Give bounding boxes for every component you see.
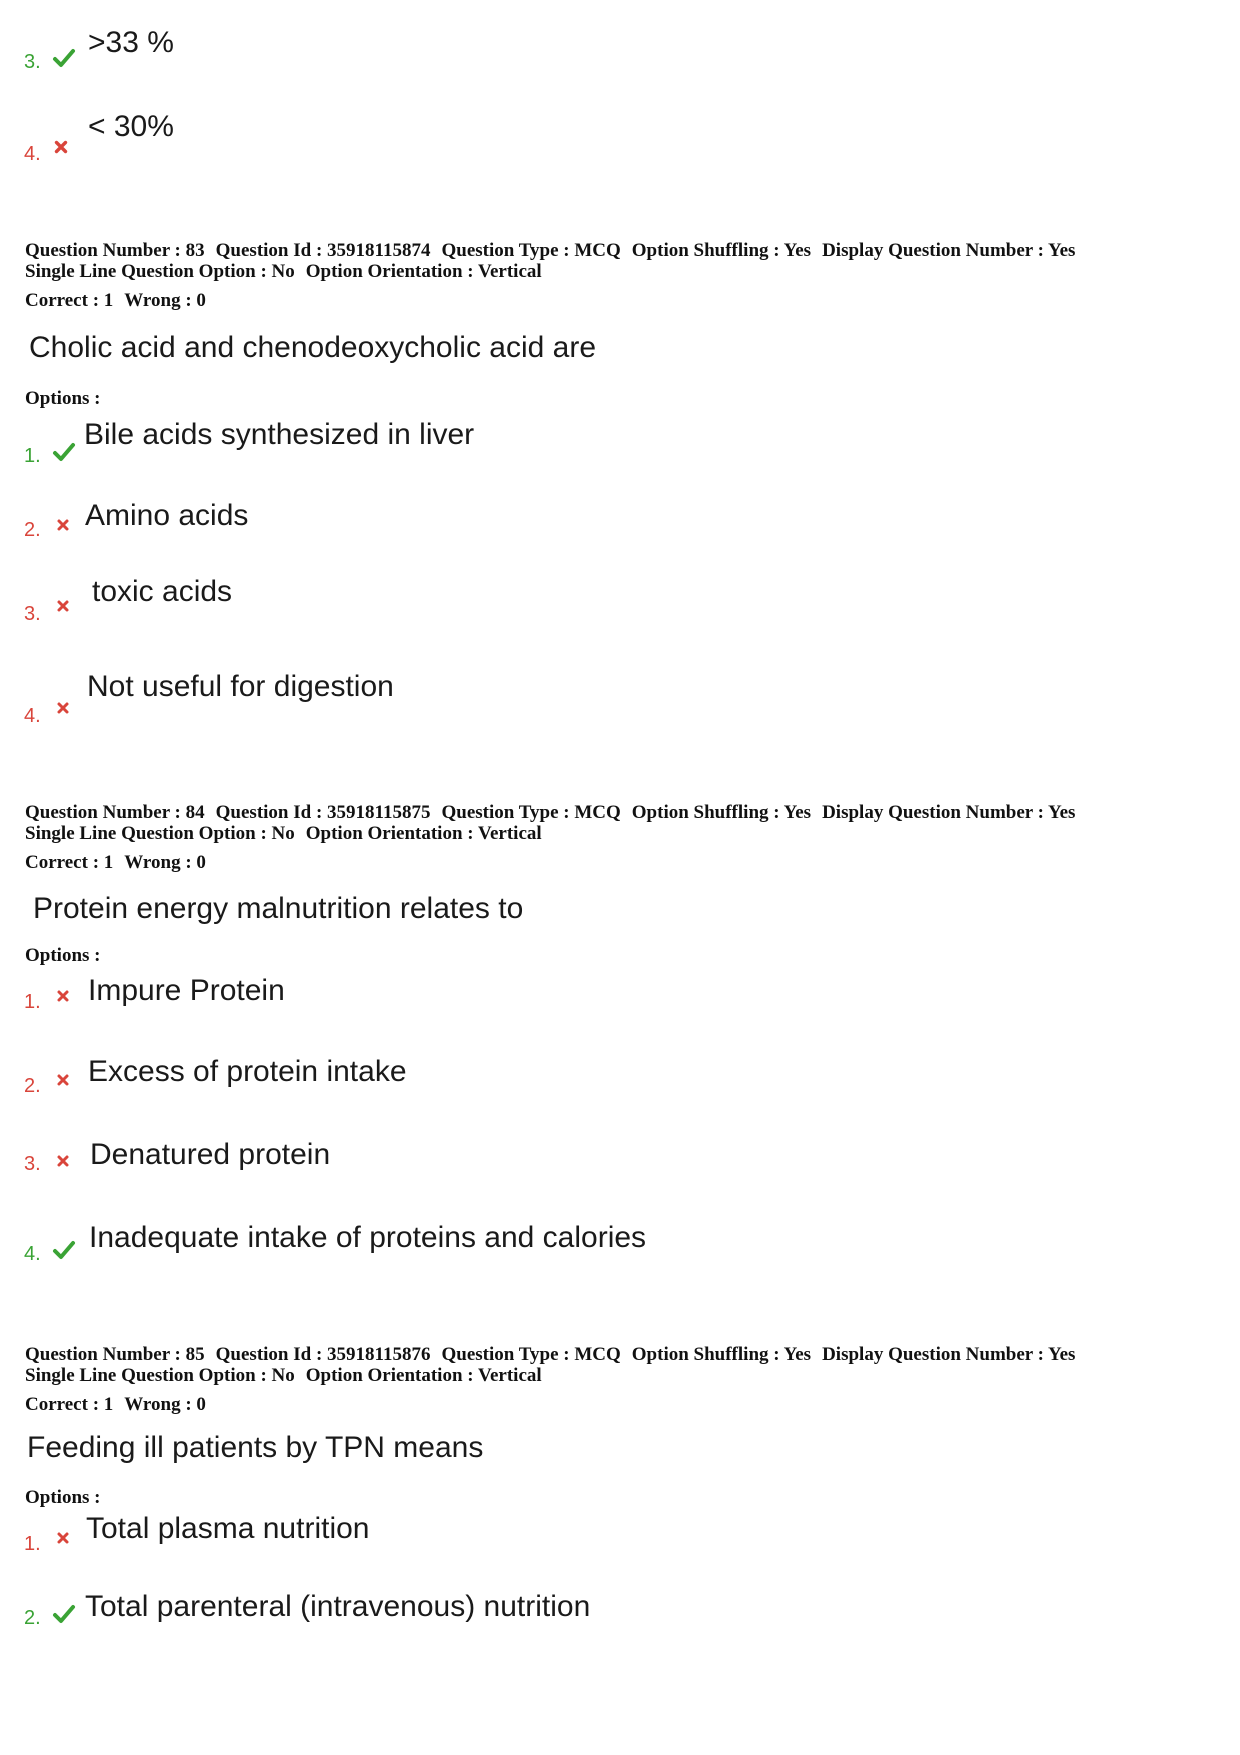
question-meta-line-1: Question Number : 84 Question Id : 35918115875 Question Type : MCQ Option Shuffling : Yes Display Question Number : Yes (25, 802, 1076, 823)
question-meta-line-3: Correct : 1 Wrong : 0 (25, 1394, 206, 1415)
option-number: 1. (24, 991, 41, 1013)
question-text: Feeding ill patients by TPN means (27, 1431, 484, 1464)
question-meta-line-2: Single Line Question Option : No Option Orientation : Vertical (25, 823, 542, 844)
option-text: toxic acids (92, 575, 233, 608)
option-number: 3. (24, 603, 41, 625)
cross-icon (55, 700, 71, 716)
option-number: 2. (24, 1607, 41, 1629)
cross-icon (55, 517, 71, 533)
cross-icon (55, 1072, 71, 1088)
check-icon (52, 1602, 76, 1626)
question-meta-line-2: Single Line Question Option : No Option Orientation : Vertical (25, 261, 542, 282)
option-number: 4. (24, 143, 41, 165)
option-text: Total plasma nutrition (86, 1512, 370, 1545)
options-label: Options : (25, 388, 101, 409)
option-number: 3. (24, 51, 41, 73)
check-icon (52, 46, 76, 70)
option-number: 1. (24, 445, 41, 467)
option-number: 4. (24, 705, 41, 727)
option-number: 3. (24, 1153, 41, 1175)
option-text: Impure Protein (88, 974, 285, 1007)
options-label: Options : (25, 945, 101, 966)
option-text: Total parenteral (intravenous) nutrition (85, 1590, 591, 1623)
check-icon (52, 440, 76, 464)
question-meta-line-2: Single Line Question Option : No Option Orientation : Vertical (25, 1365, 542, 1386)
question-meta-line-1: Question Number : 83 Question Id : 35918115874 Question Type : MCQ Option Shuffling : Yes Display Question Number : Yes (25, 240, 1076, 261)
option-text: Not useful for digestion (87, 670, 394, 703)
option-number: 2. (24, 519, 41, 541)
question-meta-line-3: Correct : 1 Wrong : 0 (25, 852, 206, 873)
option-number: 2. (24, 1075, 41, 1097)
cross-icon (55, 1153, 71, 1169)
option-text: Amino acids (85, 499, 249, 532)
option-text: Inadequate intake of proteins and calories (89, 1221, 647, 1254)
cross-icon (55, 988, 71, 1004)
option-text: Bile acids synthesized in liver (84, 418, 475, 451)
question-text: Protein energy malnutrition relates to (33, 892, 524, 925)
option-text: < 30% (88, 110, 174, 143)
options-label: Options : (25, 1487, 101, 1508)
option-text: >33 % (88, 26, 174, 59)
option-number: 4. (24, 1243, 41, 1265)
option-text: Denatured protein (90, 1138, 331, 1171)
question-meta-line-3: Correct : 1 Wrong : 0 (25, 290, 206, 311)
cross-icon (55, 598, 71, 614)
option-text: Excess of protein intake (88, 1055, 407, 1088)
cross-icon (52, 138, 70, 156)
check-icon (52, 1238, 76, 1262)
question-meta-line-1: Question Number : 85 Question Id : 35918115876 Question Type : MCQ Option Shuffling : Yes Display Question Number : Yes (25, 1344, 1076, 1365)
cross-icon (55, 1530, 71, 1546)
option-number: 1. (24, 1533, 41, 1555)
question-text: Cholic acid and chenodeoxycholic acid are (29, 331, 597, 364)
